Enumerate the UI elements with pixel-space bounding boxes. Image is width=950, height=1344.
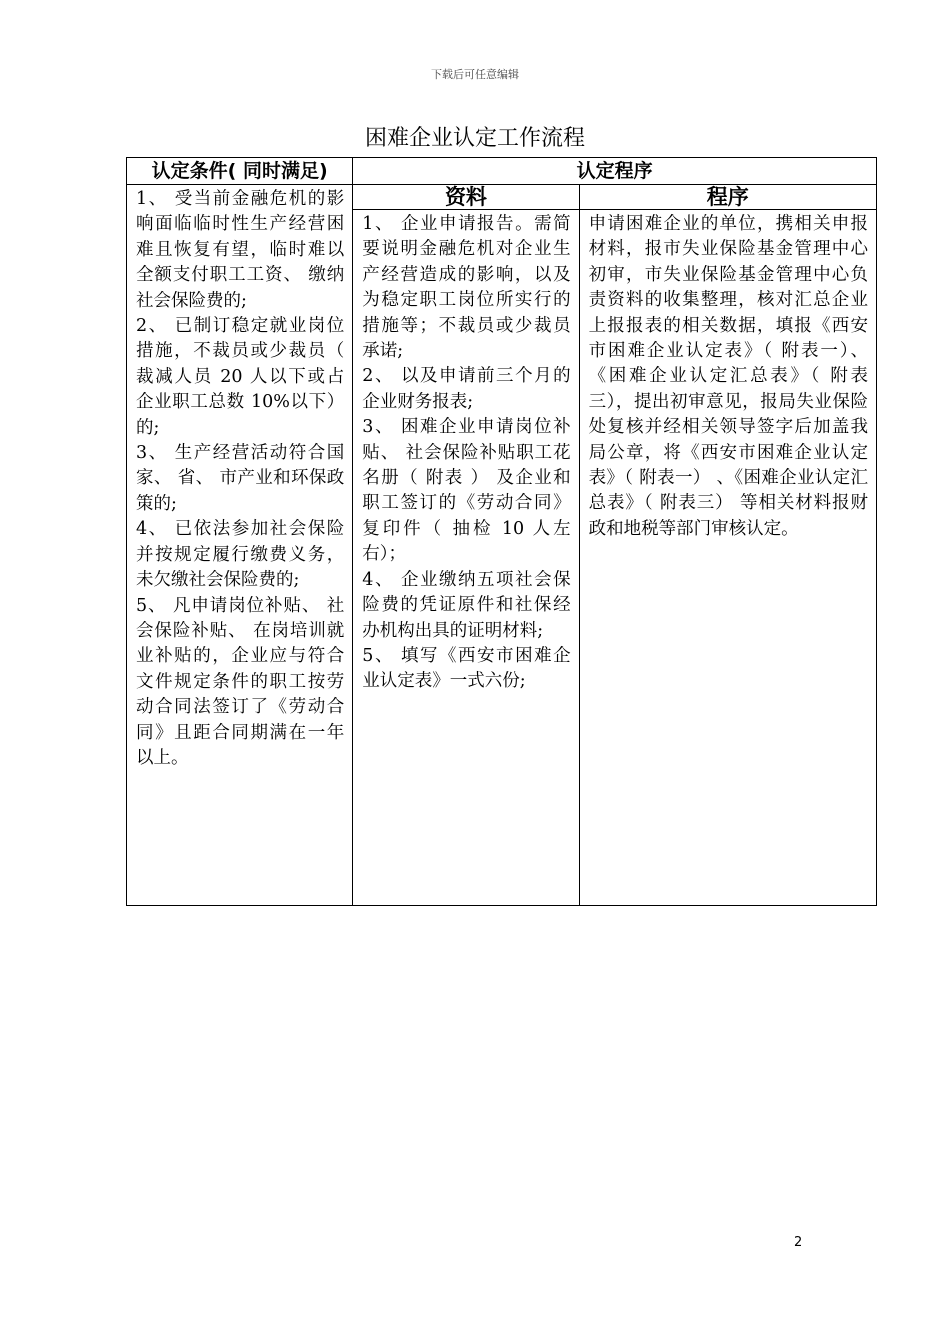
table-header-row: [127, 158, 877, 185]
material-item: 3、 困难企业申请岗位补贴、 社会保险补贴职工花名册（ 附表 ） 及企业和职工签订的《劳动合同》复印件（ 抽检 10 人左右）；: [362, 417, 571, 565]
condition-item: 3、 生产经营活动符合国家、 省、 市产业和环保政策的;: [136, 443, 345, 514]
steps-cell: [579, 210, 876, 906]
condition-item: 4、 已依法参加社会保险并按规定履行缴费义务， 未欠缴社会保险费的;: [136, 519, 345, 591]
material-item: 2、 以及申请前三个月的企业财务报表;: [362, 366, 571, 412]
materials-header: 资料: [353, 185, 579, 210]
workflow-table: [126, 157, 877, 906]
header-note: 下载后可任意编辑: [431, 68, 519, 81]
condition-item: 1、 受当前金融危机的影响面临临时性生产经营困难且恢复有望，临时难以全额支付职工工资、 缴纳社会保险费的;: [136, 189, 345, 311]
conditions-cell: [127, 185, 353, 906]
steps-text: 申请困难企业的单位，携相关申报材料，报市失业保险基金管理中心初审，市失业保险基金管理中心负责资料的收集整理，核对汇总企业上报报表的相关数据，填报《西安市困难企业认定表》（ 附表一）、 《困难企业认定汇总表》（ 附表三），提出初审意见，报局失业保险处复核并经相关领导签字后加盖我局公章，将《西安市困难企业认定表》（ 附表一） 、《困难企业认定汇总表》（ 附表三） 等相关材料报财政和地税等部门审核认定。: [588, 214, 868, 539]
table-body-row: [127, 185, 877, 210]
material-item: 4、 企业缴纳五项社会保险费的凭证原件和社保经办机构出具的证明材料;: [362, 569, 571, 641]
materials-list: [353, 210, 578, 695]
page-number: 2: [794, 1235, 803, 1250]
procedure-header: 认定程序: [353, 158, 877, 185]
materials-cell: [353, 210, 579, 906]
conditions-list: [127, 185, 352, 771]
material-item: 5、 填写《西安市困难企业认定表》一式六份;: [362, 645, 571, 692]
material-item: 1、 企业申请报告。需简要说明金融危机对企业生产经营造成的影响，以及为稳定职工岗位所实行的措施等；不裁员或少裁员承诺;: [362, 214, 571, 362]
steps-header: 程序: [579, 185, 876, 210]
conditions-header: 认定条件( 同时满足): [127, 158, 353, 185]
condition-item: 5、 凡申请岗位补贴、 社会保险补贴、 在岗培训就业补贴的，企业应与符合文件规定条件的职工按劳动合同法签订了《劳动合同》且距合同期满在一年以上。: [136, 595, 345, 768]
condition-item: 2、 已制订稳定就业岗位措施，不裁员或少裁员（ 裁减人员 20 人以下或占企业职工总数 10%以下） 的;: [136, 316, 345, 438]
document-title: 困难企业认定工作流程: [364, 126, 585, 151]
